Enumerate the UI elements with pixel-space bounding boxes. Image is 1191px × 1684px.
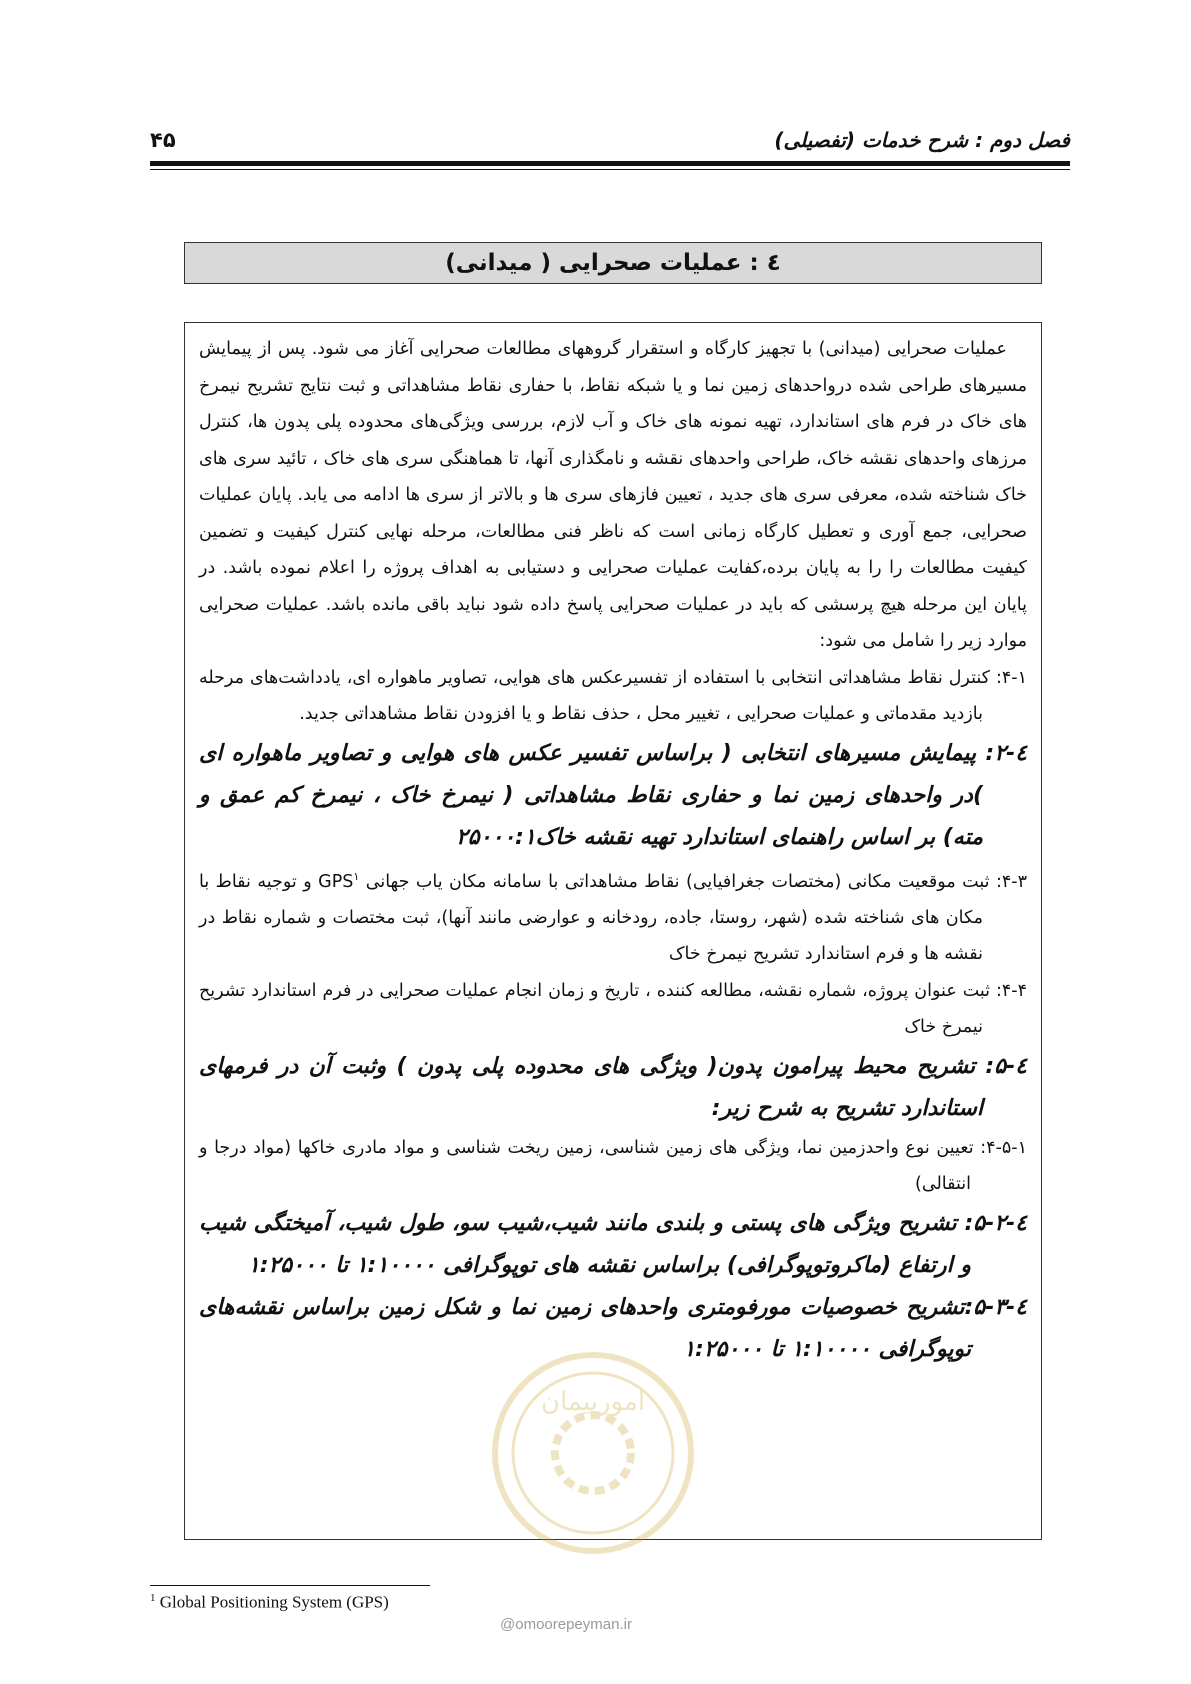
footnote-text: Global Positioning System (GPS) bbox=[155, 1592, 389, 1612]
item-4-5-1: ۴-۵-۱: تعیین نوع واحدزمین نما، ویژگی های زمین شناسی، زمین ریخت شناسی و مواد مادری خاکها (مواد درجا و انتقالی) bbox=[199, 1137, 1027, 1195]
intro-paragraph: عملیات صحرایی (میدانی) با تجهیز کارگاه و استقرار گروههای مطالعات صحرایی آغاز می شود. پس از پیمایش مسیرهای طراحی شده درواحدهای زمین نما و یا شبکه نقاط، با حفاری نقاط مشاهداتی و ثبت نتایج تشریح نیمرخ های خاک در فرم های استاندارد، تهیه نمونه های خاک و آب لازم، بررسی ویژگی‌های محدوده پلی پدون ها، کنترل مرزهای واحدهای نقشه خاک، طراحی واحدهای نقشه و نامگذاری آنها، تا هماهنگی سری های خاک ، تائید سری های خاک شناخته شده، معرفی سری های جدید ، تعیین فازهای سری ها و بالاتر از سری ها ادامه می یابد. پایان عملیات صحرایی، جمع آوری و تعطیل کارگاه زمانی است که ناظر فنی مطالعات، مرحله نهایی کنترل کیفیت و تضمین کیفیت مطالعات را را به پایان برده،کفایت عملیات صحرایی و دستیابی به اهداف پروژه را اعلام نموده باشد. در پایان این مرحله هیچ پرسشی که باید در عملیات صحرایی پاسخ داده شود نباید باقی مانده باشد. عملیات صحرایی موارد زیر را شامل می شود: bbox=[199, 339, 1027, 651]
item-4-3 bbox=[199, 859, 1027, 973]
item-4-5: ٤-۵: تشریح محیط پیرامون پدون( ویژگی های محدوده پلی پدون ) وثبت آن در فرمهای استاندارد تشریح به شرح زیر: bbox=[199, 1053, 1027, 1121]
header-rule-thick bbox=[150, 161, 1070, 166]
running-title: فصل دوم : شرح خدمات (تفصیلی) bbox=[774, 128, 1070, 152]
item-4-5-2: ٤-۵-۲: تشریح ویژگی های پستی و بلندی مانند شیب،شیب سو، طول شیب، آمیختگی شیب و ارتفاع (ماکروتوپوگرافی) براساس نقشه های توپوگرافی ۱:۱۰۰۰۰ تا ۱:۲۵۰۰۰ bbox=[199, 1210, 1027, 1278]
item-4-1: ۴-۱: کنترل نقاط مشاهداتی انتخابی با استفاده از تفسیرعکس های هوایی، تصاویر ماهواره ای، یادداشت‌های مرحله بازدید مقدماتی و عملیات صحرایی ، تغییر محل ، حذف نقاط و یا افزودن نقاط مشاهداتی جدید. bbox=[199, 667, 1027, 724]
footnote-rule bbox=[150, 1585, 430, 1586]
header-rule-thin bbox=[150, 169, 1070, 170]
page-number: ۴۵ bbox=[150, 128, 176, 152]
item-4-2: ٤-۲: پیمایش مسیرهای انتخابی ( براساس تفسیر عکس های هوایی و تصاویر ماهواره ای )در واحدهای زمین نما و حفاری نقاط مشاهداتی ( نیمرخ خاک ، نیمرخ کم عمق و مته) بر اساس راهنمای استاندارد تهیه نقشه خاک۲۵۰۰۰:۱ bbox=[199, 740, 1027, 850]
footnote bbox=[150, 1592, 389, 1613]
section-title-text: ٤ : عملیات صحرایی ( میدانی) bbox=[445, 250, 781, 276]
item-4-4: ۴-۴: ثبت عنوان پروژه، شماره نقشه، مطالعه کننده ، تاریخ و زمان انجام عملیات صحرایی در فرم استاندارد تشریح نیمرخ خاک bbox=[199, 980, 1027, 1038]
footnote-marker: 1 bbox=[150, 1592, 156, 1604]
section-title bbox=[184, 242, 1042, 284]
page-header bbox=[150, 118, 1070, 166]
watermark-logo bbox=[488, 1348, 698, 1558]
item-4-5-3: ٤-۵-۳:تشریح خصوصیات مورفومتری واحدهای زمین نما و شکل زمین براساس نقشه‌های توپوگرافی ۱:۱۰۰۰۰ تا ۱:۲۵۰۰۰ bbox=[199, 1294, 1027, 1362]
watermark-logo-text: امورپیمان bbox=[540, 1387, 646, 1417]
item-4-3-text-a: ۴-۳: ثبت موقعیت مکانی (مختصات جغرافیایی) نقاط مشاهداتی با سامانه مکان یاب جهانی GPS bbox=[318, 871, 1027, 892]
item-4-3-text-b: و توجیه نقاط با مکان های شناخته شده (شهر، روستا، جاده، رودخانه و عوارضی مانند آنها)، ثبت مختصات و شماره نقاط در نقشه ها و فرم استاندارد تشریح نیمرخ خاک bbox=[199, 871, 983, 965]
watermark-url: @omoorepeyman.ir bbox=[500, 1616, 632, 1633]
footnote-ref: ۱ bbox=[353, 869, 360, 883]
